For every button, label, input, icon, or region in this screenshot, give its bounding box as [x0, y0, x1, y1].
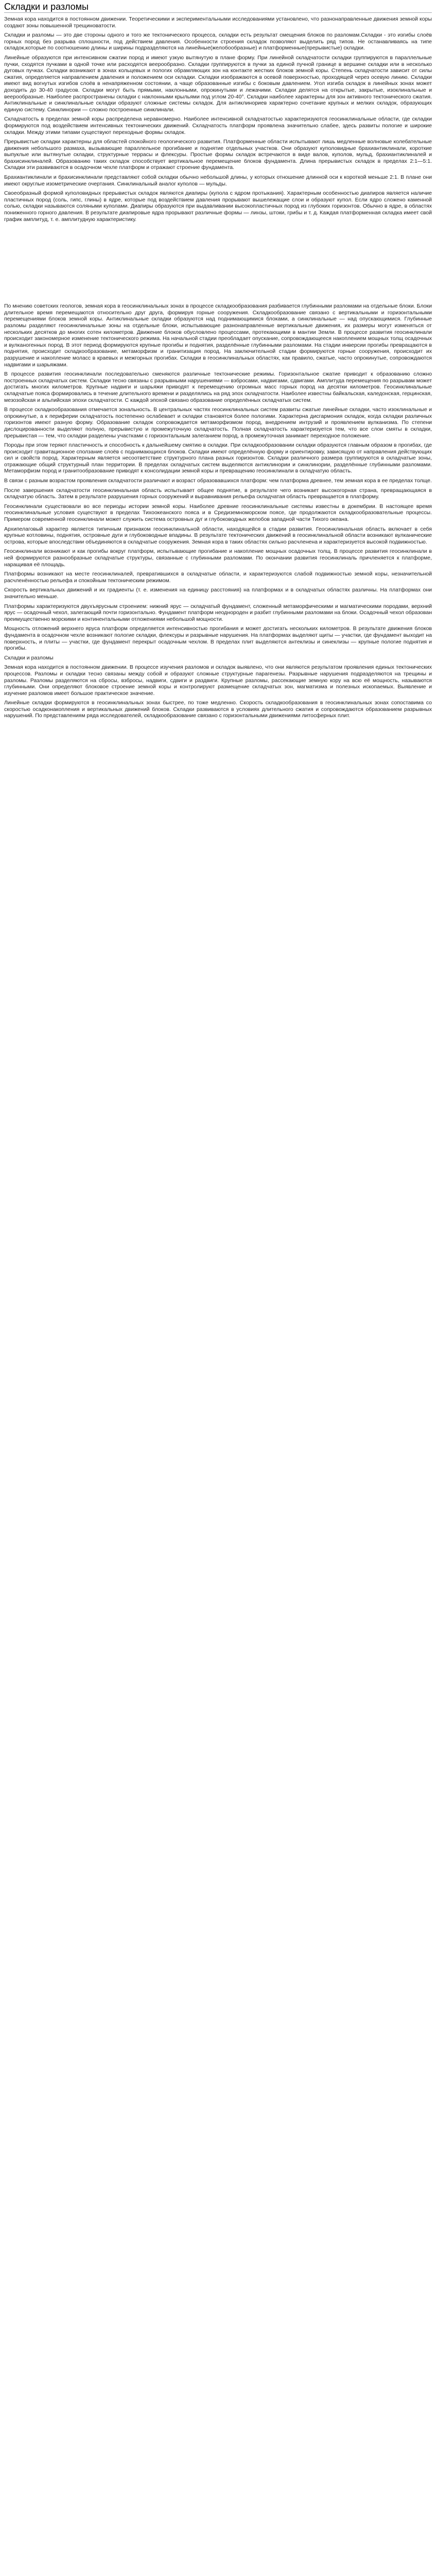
paragraph: Платформы возникают на месте геосинклиналей, превратившихся в складчатые области, и характеризуются слабой подвижностью земной коры, незначительной расчленённостью рельефа и спокойным тектоническим режимом. — [4, 571, 432, 584]
article — [0, 0, 436, 719]
paragraph: Брахиантиклинали и брахисинклинали представляют собой складки обычно небольшой длины, у которых отношение длинной оси к короткой меньше 2:1. В плане они имеют округлые изометрические очертания. Синклинальный аналог куполов — мульды. — [4, 174, 432, 187]
paragraph: Скорость вертикальных движений и их градиенты (т. е. изменения на единицу расстояния) на платформах и в складчатых областях различны. На платформах они значительно меньше. — [4, 587, 432, 600]
paragraph: Складчатость в пределах земной коры распределена неравномерно. Наиболее интенсивной складчатостью характеризуются геосинклинальные области, где складки формируются под воздействием интенсивных тектонических движений. Складчатость платформ проявлена значительно слабее, здесь развиты пологие и широкие складки. Между этими типами существуют переходные формы складок. — [4, 116, 432, 135]
paragraph: Геосинклинали существовали во все периоды истории земной коры. Наиболее древние геосинклинальные системы известны в докембрии. В настоящее время геосинклинальные условия существуют в пределах Тихоокеанского пояса и в Средиземноморском поясе, где продолжаются складкообразовательные процессы. Примером современной геосинклинали может служить система островных дуг и глубоководных желобов западной части Тихого океана. — [4, 503, 432, 523]
paragraph: Прерывистые складки характерны для областей спокойного геологического развития. Платформенные области испытывают лишь медленные волновые колебательные движения небольшого размаха, вызывающие параллельное прогибание и поднятие отдельных участков. Они образуют куполовидные брахиантиклинали, короткие выпуклые или вытянутые складки, структурные террасы и флексуры. Простые формы складок встречаются в виде валов, куполов, мульд, брахиантиклиналей и брахисинклиналей. Образованию таких складок способствует вертикальное перемещение блоков фундамента. Длина прерывистых складок в пределах 2:1—5:1. Складки эти развиваются в осадочном чехле платформ и отражают строение фундамента. — [4, 139, 432, 171]
paragraph: Своеобразный формой куполовидных прерывистых складок являются диапиры (купола с ядром протыкания). Характерным особенностью диапиров является наличие пластичных пород (соль, гипс, глины) в ядре, которые под воздействием давления прорывают вышележащие слои и образуют купол. Если ядро сложено каменной солью, складки называются соляными куполами. Диапиры образуются при выдавливании высокопластичных пород из глубоких горизонтов. Обычно в ядре, в областях пониженного горного давления. В результате диапировые ядра прорывают различные формы — линзы, штоки, грибы и т. д. Каждая платформенная складка имеет свой график амплитуд, т. е. амплитудную характеристику. — [4, 190, 432, 223]
page-title: Складки и разломы — [4, 0, 432, 13]
paragraph: Мощность отложений верхнего яруса платформ определяется интенсивностью прогибания и может достигать нескольких километров. В результате движения блоков фундамента в осадочном чехле возникают пологие складки, флексуры и разрывные нарушения. На платформах выделяют щиты — участки, где фундамент выходит на поверхность, и плиты — участки, где фундамент перекрыт осадочным чехлом. В пределах плит выделяются антеклизы и синеклизы — крупные пологие поднятия и прогибы. — [4, 625, 432, 652]
paragraph: Платформы характеризуются двухъярусным строением: нижний ярус — складчатый фундамент, сложенный метаморфическими и магматическими породами, верхний ярус — осадочный чехол, залегающий почти горизонтально. Фундамент платформ неоднороден и разбит глубинными разломами на блоки. Осадочный чехол образован преимущественно морскими и континентальными отложениями небольшой мощности. — [4, 603, 432, 622]
paragraph: В связи с разным возрастом проявления складчатости различают и возраст образовавшихся платформ: чем платформа древнее, тем земная кора в ее пределах толще. — [4, 478, 432, 484]
paragraph: Складки и разломы — [4, 654, 54, 661]
paragraph: Складки и разломы — это две стороны одного и того же тектонического процесса, складки есть результат смещения блоков по разломам.Складки - это изгибы слоёв горных пород без разрыва сплошности, под действием давления. Особенности строения складок позволяют выделить ряд типов. Не останавливаясь на типе складок,которые по соотношению длины и ширины подразделяются на линейные(желобообразные) и платформенные(прерывистые) складки. — [4, 32, 432, 52]
paragraph: Линейные образуются при интенсивном сжатии пород и имеют узкую вытянутую в плане форму. При линейной складчатости складки группируются в параллельные пучки, сходятся пучками в одной точке или расходятся веерообразно. Складки группируются в пучки за единой пучной границе в вершине складки или в несколько дуговых пучках. Складки возникают в зонах кольцевых и пологих обрамляющих зон на контакте жестких блоков земной коры. Степень складчатости зависит от силы сжатия, определяется направлением давления и положением оси складки. Складки изображаются в осевой поверхностью, проходящей через осевую линию. Складки имеют вид вогнутых изгибов слоёв в ненапряженном состоянии, а чаще образованные изгибы с боковым давлением. Угол изгиба складок в линейных зонах может доходить до 30-40 градусов. Складки могут быть прямыми, наклонными, опрокинутыми и лежачими. Складки делятся на открытые, закрытые, изоклинальные и веерообразные. Наиболее распространены складки с наклонными крыльями под углом 20-40°. Складки наиболее характерны для зон активного тектонического сжатия. Антиклинальные и синклинальные складки образуют сложные системы складок. Для антиклинориев характерно сочетание крупных и мелких складок, образующих единую систему. Синклинории — сложно построенные синклинали. — [4, 54, 432, 113]
paragraph: Архипелаговый характер является типичным признаком геосинклинальной области, находящейся в стадии развития. Геосинклинальная область включает в себя крупные котловины, поднятия, островные дуги и глубоководные впадины. В результате тектонических движений в геосинклинальной области возникают вулканические острова, которые впоследствии объединяются в складчатые сооружения. Земная кора в таких областях сильно расчленена и характеризуется высокой подвижностью. — [4, 526, 432, 545]
paragraph: В процессе развития геосинклинали последовательно сменяются различные тектонические режимы. Горизонтальное сжатие приводит к образованию сложно построенных складчатых систем. Складки тесно связаны с разрывными нарушениями — взбросами, надвигами, сдвигами. Амплитуда перемещения по разрывам может достигать многих километров. Крупные надвиги и шарьяжи приводят к перемещению огромных масс горных пород на десятки километров. Геосинклинальные складчатые пояса формировались в течение длительного времени и разделялись на ряд эпох складчатости. Наиболее известны байкальская, каледонская, герцинская, мезозойская и альпийская эпохи складчатости. С каждой эпохой связано образование определённых складчатых систем. — [4, 371, 432, 403]
paragraph: Земная кора находится в постоянном движении. Теоретическими и экспериментальными исследованиями установлено, что разнонаправленные движения земной коры создают зоны повышенной трещиноватости. — [4, 16, 432, 29]
paragraph: Линейные складки формируются в геосинклинальных зонах быстрее, по тоже медленно. Скорость складкообразования в геосинклинальных зонах сопоставима со скоростью осадконакопления и вертикальных движений блоков. Складки развиваются в условиях длительного сжатия и сопровождаются образованием разрывных нарушений. По представлениям ряда исследователей, складкообразование связано с горизонтальными движениями литосферных плит. — [4, 700, 432, 719]
blank-gap — [4, 226, 432, 303]
paragraph: Породы при этом теряют пластичность и способность к дальнейшему смятию в складки. При складкообразовании складки образуются главным образом в прогибах, где происходит гравитационное сползание слоёв с поднимающихся блоков. Складки имеют определённую форму и ориентировку, зависящую от направления действующих сил и свойств пород. Характерным является несоответствие структурного плана разных горизонтов. Складки различного размера группируются в складчатые зоны, отражающие общий структурный план территории. В пределах складчатых систем выделяются антиклинории и синклинории, разделённые глубинными разломами. Метаморфизм пород и гранитообразование приводят к консолидации земной коры и превращению геосинклинали в складчатую область. — [4, 442, 432, 474]
paragraph: По мнению советских геологов, земная кора в геосинклинальных зонах в процессе складкообразования разбивается глубинными разломами на отдельные блоки. Блоки длительное время перемещаются относительно друг друга, формируя горные сооружения. Складкообразование связано с вертикальными и горизонтальными перемещениями блоков земной коры. Антиклинальные складки образуются над поднимающимися блоками, а синклинальные — над опускающимися. Глубинные разломы разделяют геосинклинальные зоны на отдельные блоки, испытывающие разнонаправленные вертикальные движения, их размеры могут изменяться от нескольких десятков до многих сотен километров. Движение блоков обусловлено процессами, протекающими в мантии Земли. В процессе развития геосинклинали происходит закономерное изменение тектонического режима. На начальной стадии преобладает опускание, сопровождающееся накоплением мощных толщ осадочных и вулканогенных пород. В этот период формируются крупные прогибы и поднятия, разделённые глубинными разломами. На стадии инверсии прогибы превращаются в поднятия, происходит складкообразование, метаморфизм и гранитизация пород. На заключительной стадии формируются горные сооружения, происходит их разрушение и накопление моласс в краевых и межгорных прогибах. Складки в геосинклинальных областях, как правило, сжатые, часто опрокинутые, сопровождаются надвигами и шарьяжами. — [4, 303, 432, 368]
paragraph: В процессе складкообразования отмечается зональность. В центральных частях геосинклинальных систем развиты сжатые линейные складки, часто изоклинальные и опрокинутые, а к периферии складчатость постепенно ослабевает и складки становятся более пологими. Характерна дисгармония складок, когда складки различных горизонтов имеют разную форму. Образование складок сопровождается метаморфизмом пород, внедрением интрузий и проявлением вулканизма. По степени дислоцированности выделяют полную, прерывистую и промежуточную складчатость. Полная складчатость характеризуется тем, что все слои смяты в складки, прерывистая — тем, что складки разделены участками с горизонтальным залеганием пород, а промежуточная занимает переходное положение. — [4, 406, 432, 439]
paragraph: Геосинклинали возникают и как прогибы вокруг платформ, испытывающие прогибание и накопление мощных осадочных толщ. В процессе развития геосинклинали в ней формируются разнообразные складчатые структуры, связанные с глубинными разломами. По окончании развития геосинклиналь причленяется к платформе, наращивая её площадь. — [4, 548, 432, 568]
paragraph: Земная кора находится в постоянном движении. В процессе изучения разломов и складок выявлено, что они являются результатом проявления единых тектонических процессов. Разломы и складки тесно связаны между собой и образуют сложные структурные парагенезы. Разрывные нарушения подразделяются на трещины и разломы. Разломы разделяются на сбросы, взбросы, надвиги, сдвиги и раздвиги. Крупные разломы, рассекающие земную кору на всю её мощность, называются глубинными. Они определяют блоковое строение земной коры и контролируют размещение складчатых зон, магматизма и полезных ископаемых. Выявление и изучение разломов имеет большое практическое значение. — [4, 664, 432, 697]
paragraph: После завершения складчатости геосинклинальная область испытывает общее поднятие, в результате чего возникает высокогорная страна, превращающаяся в складчатую область. Затем в результате разрушения горных сооружений и выравнивания рельефа складчатая область превращается в платформу. — [4, 487, 432, 500]
